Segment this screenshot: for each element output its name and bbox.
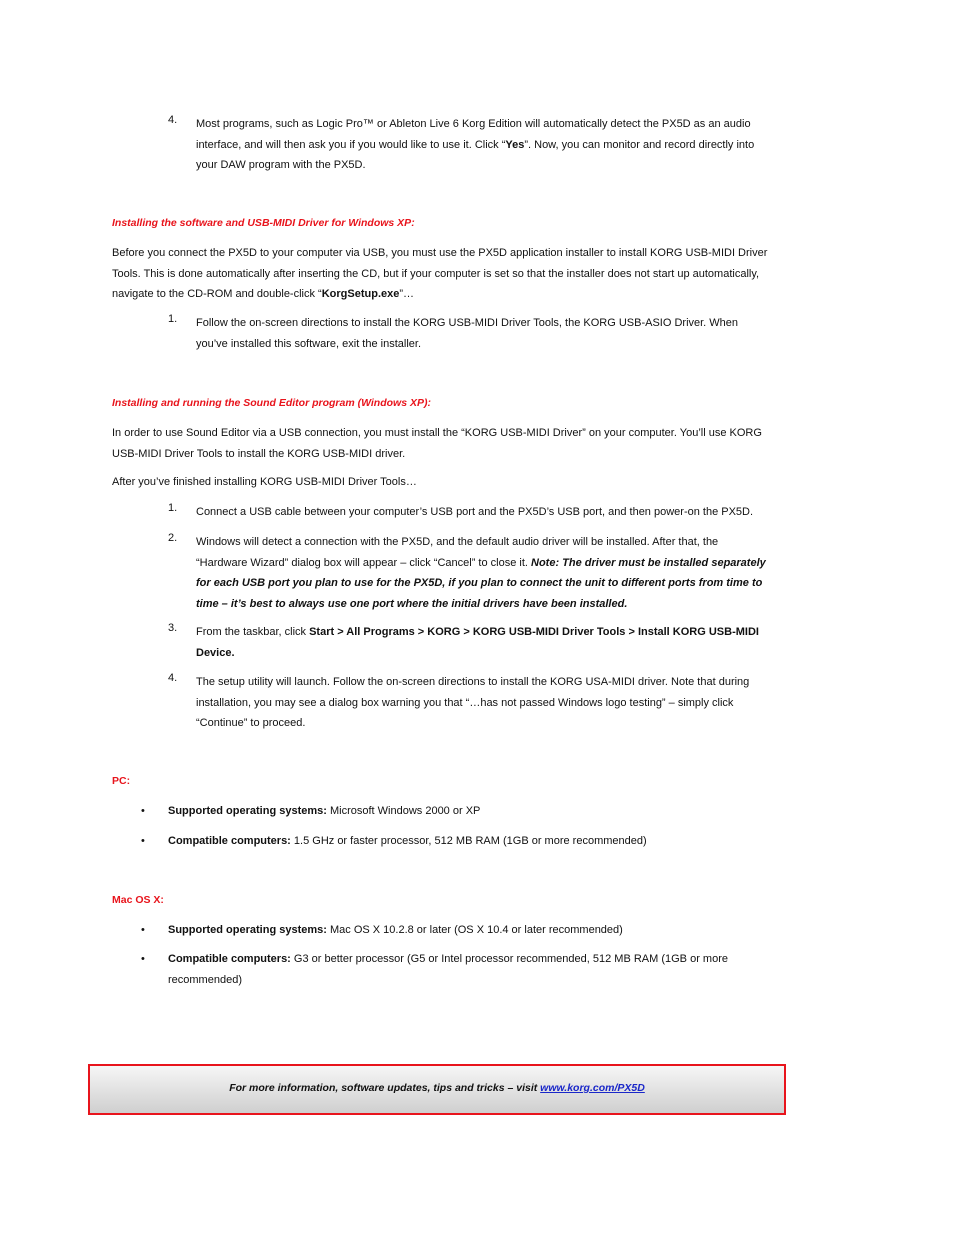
bullet-icon: •: [141, 924, 145, 936]
list-number: 1.: [168, 313, 178, 325]
list-item-se-1: Connect a USB cable between your computer’s USB port and the PX5D’s USB port, and then power-on the PX5D.: [196, 506, 754, 518]
footer-text: For more information, software updates, tips and tricks – visit www.korg.com/PX5D: [229, 1082, 645, 1094]
bullet-icon: •: [141, 805, 145, 817]
footer-info-box: [88, 1064, 786, 1115]
mac-os-requirement: Supported operating systems: Mac OS X 10.2.8 or later (OS X 10.4 or later recommended): [168, 924, 623, 936]
mac-computer-requirement: Compatible computers: G3 or better processor (G5 or Intel processor recommended, 512 MB RAM (1GB or more recommended): [168, 953, 728, 986]
bullet-icon: •: [141, 953, 145, 965]
list-number: 3.: [168, 622, 178, 634]
list-item-xp-1: Follow the on-screen directions to install the KORG USB-MIDI Driver Tools, the KORG USB-ASIO Driver. When you’ve installed this software, exit the installer.: [196, 317, 739, 350]
pc-os-requirement: Supported operating systems: Microsoft Windows 2000 or XP: [168, 805, 481, 817]
list-number: 2.: [168, 532, 178, 544]
paragraph-sound-editor-2: After you’ve finished installing KORG USB-MIDI Driver Tools…: [112, 476, 417, 488]
section-heading-xp-install: Installing the software and USB-MIDI Driver for Windows XP:: [112, 217, 415, 229]
section-heading-sound-editor: Installing and running the Sound Editor program (Windows XP):: [112, 397, 431, 409]
paragraph-sound-editor-1: In order to use Sound Editor via a USB connection, you must install the “KORG USB-MIDI Driver” on your computer. You’ll use KORG USB-MIDI Driver Tools to install the KORG USB-MIDI driver.: [112, 427, 762, 460]
list-item-se-4: The setup utility will launch. Follow the on-screen directions to install the KORG USA-MIDI driver. Note that during installation, you may see a dialog box warning you that “…has not passed Windows logo testing” – simply click “Continue” to proceed.: [196, 676, 750, 729]
section-heading-pc: PC:: [112, 775, 131, 787]
bullet-icon: •: [141, 835, 145, 847]
list-number: 4.: [168, 114, 178, 126]
list-number: 1.: [168, 502, 178, 514]
section-heading-mac: Mac OS X:: [112, 894, 164, 906]
pc-computer-requirement: Compatible computers: 1.5 GHz or faster processor, 512 MB RAM (1GB or more recommended): [168, 835, 647, 847]
list-number: 4.: [168, 672, 178, 684]
list-item-intro-4: Most programs, such as Logic Pro™ or Ableton Live 6 Korg Edition will automatically detect the PX5D as an audio interface, and will then ask you if you would like to use it. Click “Yes”. Now, you can monitor and record directly into your DAW program with the PX5D.: [196, 118, 755, 171]
paragraph-xp-install: Before you connect the PX5D to your computer via USB, you must use the PX5D application installer to install KORG USB-MIDI Driver Tools. This is done automatically after inserting the CD, but if your computer is set so that the installer does not start up automatically, navigate to the CD-ROM and double-click “KorgSetup.exe”…: [112, 247, 768, 300]
list-item-se-3: From the taskbar, click Start > All Programs > KORG > KORG USB-MIDI Driver Tools > Install KORG USB-MIDI Device.: [196, 626, 759, 659]
korg-website-link[interactable]: www.korg.com/PX5D: [540, 1082, 645, 1094]
driver-note: Note: The driver must be installed separately for each USB port you plan to use for the PX5D, if you plan to connect the unit to different ports from time to time – it’s best to always use one port where the initial drivers have been installed.: [196, 556, 766, 610]
list-item-se-2: Windows will detect a connection with the PX5D, and the default audio driver will be installed. After that, the “Hardware Wizard” dialog box will appear – click “Cancel” to close it. Note: The driver must be installed separately for each USB port you plan to use for the PX5D, if you plan to connect the unit to different ports from time to time – it’s best to always use one port where the initial drivers have been installed.: [196, 536, 766, 610]
